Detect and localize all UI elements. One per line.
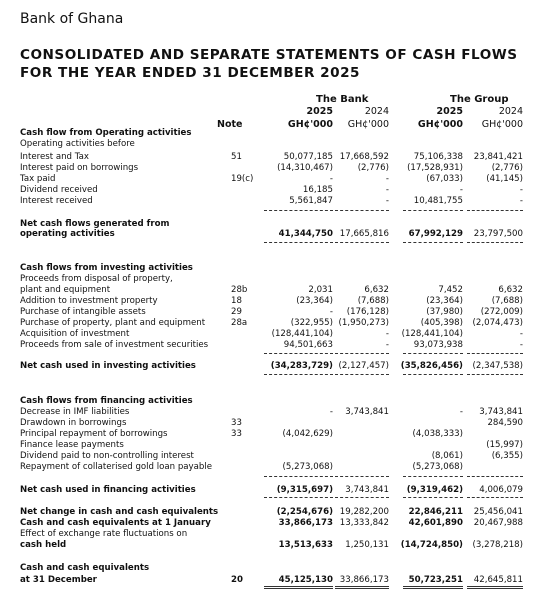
unit-header-bank-2024: GH¢'000 [347,119,389,130]
statement-row [0,361,544,372]
subtotal-underline [403,476,463,477]
statement-row [0,507,544,518]
double-underline [335,586,389,589]
double-underline [467,586,523,589]
value-bank-2025: (128,441,104) [271,329,333,339]
value-bank-2025: 13,513,633 [278,540,333,550]
value-group-2024: (272,009) [480,307,523,317]
row-label: Cash flow from Operating activities [20,128,192,138]
statement-row [0,396,544,407]
row-label: Net change in cash and cash equivalents [20,507,219,517]
value-bank-2024: 17,665,816 [339,229,389,239]
value-bank-2024: 17,668,592 [339,152,389,162]
row-label: Addition to investment property [20,296,158,306]
row-note: 28a [231,318,248,328]
subtotal-underline [335,242,389,243]
row-label: operating activities [20,229,115,239]
row-note: 51 [231,152,242,162]
row-label: Net cash used in financing activities [20,485,196,495]
value-bank-2025: 5,561,847 [289,196,333,206]
subtotal-underline [467,210,523,211]
value-group-2025: (17,528,931) [407,163,463,173]
subtotal-underline [467,353,523,354]
statement-row [0,152,544,163]
row-label: Proceeds from sale of investment securities [20,340,209,350]
value-group-2025: 42,601,890 [408,518,463,528]
statement-row [0,229,544,240]
value-group-2024: 4,006,079 [479,485,523,495]
value-bank-2025: (9,315,697) [276,485,333,495]
year-header-group-2024: 2024 [498,106,523,117]
subtotal-underline [264,210,333,211]
value-bank-2025: 2,031 [308,285,333,295]
subtotal-underline [335,374,389,375]
value-group-2024: - [519,329,523,339]
value-bank-2024: (2,776) [357,163,389,173]
value-group-2025: - [459,185,463,195]
row-note: 18 [231,296,242,306]
row-label: Finance lease payments [20,440,124,450]
value-bank-2025: 94,501,663 [283,340,333,350]
value-group-2024: 23,841,421 [473,152,523,162]
row-label: Operating activities before [20,139,135,149]
group-group-label: The Group [450,94,509,105]
value-bank-2025: 45,125,130 [278,575,333,585]
value-group-2024: 25,456,041 [473,507,523,517]
row-label: Proceeds from disposal of property, [20,274,173,284]
value-group-2024: - [519,340,523,350]
statement-row [0,518,544,529]
value-group-2024: 23,797,500 [473,229,523,239]
value-group-2024: (2,074,473) [472,318,523,328]
statement-row [0,429,544,440]
statement-row [0,307,544,318]
subtotal-underline [335,353,389,354]
row-label: at 31 December [20,575,97,585]
value-bank-2025: (23,364) [296,296,333,306]
value-bank-2025: (4,042,629) [282,429,333,439]
value-group-2025: (23,364) [426,296,463,306]
value-bank-2024: 3,743,841 [345,485,389,495]
value-bank-2025: 33,866,173 [278,518,333,528]
subtotal-underline [264,497,333,498]
value-group-2025: (128,441,104) [401,329,463,339]
value-bank-2025: - [329,307,333,317]
value-group-2025: - [459,407,463,417]
statement-row [0,575,544,586]
value-group-2024: (3,278,218) [472,540,523,550]
value-group-2025: 10,481,755 [413,196,463,206]
value-group-2025: (4,038,333) [412,429,463,439]
row-note: 20 [231,575,243,585]
value-group-2025: (35,826,456) [400,361,463,371]
value-group-2025: 7,452 [438,285,463,295]
statement-row [0,128,544,139]
value-group-2025: (67,033) [426,174,463,184]
row-label: plant and equipment [20,285,111,295]
value-group-2024: 3,743,841 [479,407,523,417]
row-label: Cash flows from investing activities [20,263,193,273]
value-group-2025: 67,992,129 [408,229,463,239]
row-label: Dividend received [20,185,98,195]
row-label: Interest received [20,196,93,206]
statement-row [0,529,544,540]
row-label: Effect of exchange rate fluctuations on [20,529,188,539]
title-line-1: CONSOLIDATED AND SEPARATE STATEMENTS OF CASH FLOWS [20,47,518,63]
value-bank-2025: (14,310,467) [277,163,333,173]
value-bank-2025: 50,077,185 [283,152,333,162]
value-bank-2024: - [385,174,389,184]
value-bank-2024: 6,632 [364,285,389,295]
row-note: 33 [231,429,242,439]
row-label: Purchase of intangible assets [20,307,146,317]
statement-row [0,418,544,429]
double-underline [264,586,333,589]
bank-name: Bank of Ghana [20,11,124,27]
row-label: Drawdown in borrowings [20,418,127,428]
statement-row [0,139,544,150]
value-bank-2024: - [385,185,389,195]
unit-header-group-2024: GH¢'000 [481,119,523,130]
year-header-bank-2025: 2025 [306,106,333,117]
row-label: Interest and Tax [20,152,89,162]
value-group-2024: 20,467,988 [473,518,523,528]
row-label: Repayment of collaterised gold loan payable [20,462,213,472]
statement-title [20,46,518,82]
subtotal-underline [467,497,523,498]
row-note: 28b [231,285,248,295]
value-bank-2024: - [385,196,389,206]
subtotal-underline [467,374,523,375]
value-group-2025: 50,723,251 [408,575,463,585]
statement-row [0,440,544,451]
value-bank-2024: 3,743,841 [345,407,389,417]
row-label: Cash flows from financing activities [20,396,193,406]
row-label: Acquisition of investment [20,329,130,339]
value-group-2025: (8,061) [431,451,463,461]
value-group-2025: (9,319,462) [406,485,463,495]
value-bank-2024: 13,333,842 [339,518,389,528]
row-label: Interest paid on borrowings [20,163,139,173]
value-group-2025: (37,980) [426,307,463,317]
row-label: Dividend paid to non-controlling interest [20,451,194,461]
statement-row [0,263,544,274]
subtotal-underline [335,476,389,477]
value-group-2025: 22,846,211 [408,507,463,517]
value-group-2024: (6,355) [491,451,523,461]
value-bank-2024: (2,127,457) [338,361,389,371]
value-group-2025: 93,073,938 [413,340,463,350]
statement-row [0,329,544,340]
value-bank-2024: 1,250,131 [345,540,389,550]
value-group-2025: 75,106,338 [413,152,463,162]
value-group-2025: (5,273,068) [412,462,463,472]
row-label: Principal repayment of borrowings [20,429,168,439]
year-header-bank-2024: 2024 [364,106,389,117]
note-column-header: Note [217,119,243,130]
value-bank-2025: (2,254,676) [276,507,333,517]
statement-row [0,296,544,307]
subtotal-underline [403,497,463,498]
value-group-2024: 42,645,811 [473,575,523,585]
value-bank-2025: 41,344,750 [278,229,333,239]
value-bank-2025: (322,955) [290,318,333,328]
unit-header-group-2025: GH¢'000 [417,119,463,130]
row-label: Net cash flows generated from [20,219,170,229]
subtotal-underline [335,210,389,211]
row-label: Purchase of property, plant and equipment [20,318,206,328]
row-label: Net cash used in investing activities [20,361,196,371]
value-group-2024: (41,145) [486,174,523,184]
value-bank-2025: (5,273,068) [282,462,333,472]
subtotal-underline [335,497,389,498]
subtotal-underline [264,242,333,243]
row-note: 29 [231,307,242,317]
statement-row [0,563,544,574]
value-bank-2024: (7,688) [357,296,389,306]
unit-header-bank-2025: GH¢'000 [287,119,333,130]
statement-row [0,485,544,496]
statement-row [0,407,544,418]
subtotal-underline [403,353,463,354]
value-bank-2024: 33,866,173 [339,575,389,585]
value-group-2025: (405,398) [420,318,463,328]
row-label: Tax paid [20,174,56,184]
row-label: Decrease in IMF liabilities [20,407,130,417]
subtotal-underline [467,242,523,243]
statement-row [0,274,544,285]
subtotal-underline [264,476,333,477]
row-label: Cash and cash equivalents at 1 January [20,518,211,528]
statement-row [0,451,544,462]
statement-row [0,185,544,196]
value-bank-2025: (34,283,729) [270,361,333,371]
value-group-2024: - [519,196,523,206]
value-bank-2025: - [329,407,333,417]
value-bank-2025: - [329,174,333,184]
value-group-2024: 6,632 [498,285,523,295]
subtotal-underline [467,476,523,477]
double-underline [403,586,463,589]
subtotal-underline [403,210,463,211]
value-group-2024: (7,688) [491,296,523,306]
value-group-2024: (2,776) [491,163,523,173]
value-group-2024: 284,590 [487,418,523,428]
subtotal-underline [403,242,463,243]
value-bank-2024: (1,950,273) [338,318,389,328]
statement-row [0,540,544,551]
value-group-2024: (15,997) [486,440,523,450]
row-note: 19(c) [231,174,254,184]
subtotal-underline [264,374,333,375]
row-label: Cash and cash equivalents [20,563,150,573]
value-group-2025: (14,724,850) [400,540,463,550]
value-bank-2024: - [385,329,389,339]
value-group-2024: - [519,185,523,195]
value-bank-2024: (176,128) [346,307,389,317]
year-header-group-2025: 2025 [436,106,463,117]
statement-row [0,340,544,351]
subtotal-underline [403,374,463,375]
value-bank-2025: 16,185 [302,185,333,195]
statement-row [0,174,544,185]
row-label: cash held [20,540,67,550]
value-bank-2024: 19,282,200 [339,507,389,517]
value-group-2024: (2,347,538) [472,361,523,371]
subtotal-underline [264,353,333,354]
statement-row [0,196,544,207]
row-note: 33 [231,418,242,428]
statement-row [0,462,544,473]
title-line-2: FOR THE YEAR ENDED 31 DECEMBER 2025 [20,65,360,81]
value-bank-2024: - [385,340,389,350]
bank-group-label: The Bank [316,94,369,105]
statement-row [0,285,544,296]
statement-row [0,163,544,174]
statement-row [0,318,544,329]
